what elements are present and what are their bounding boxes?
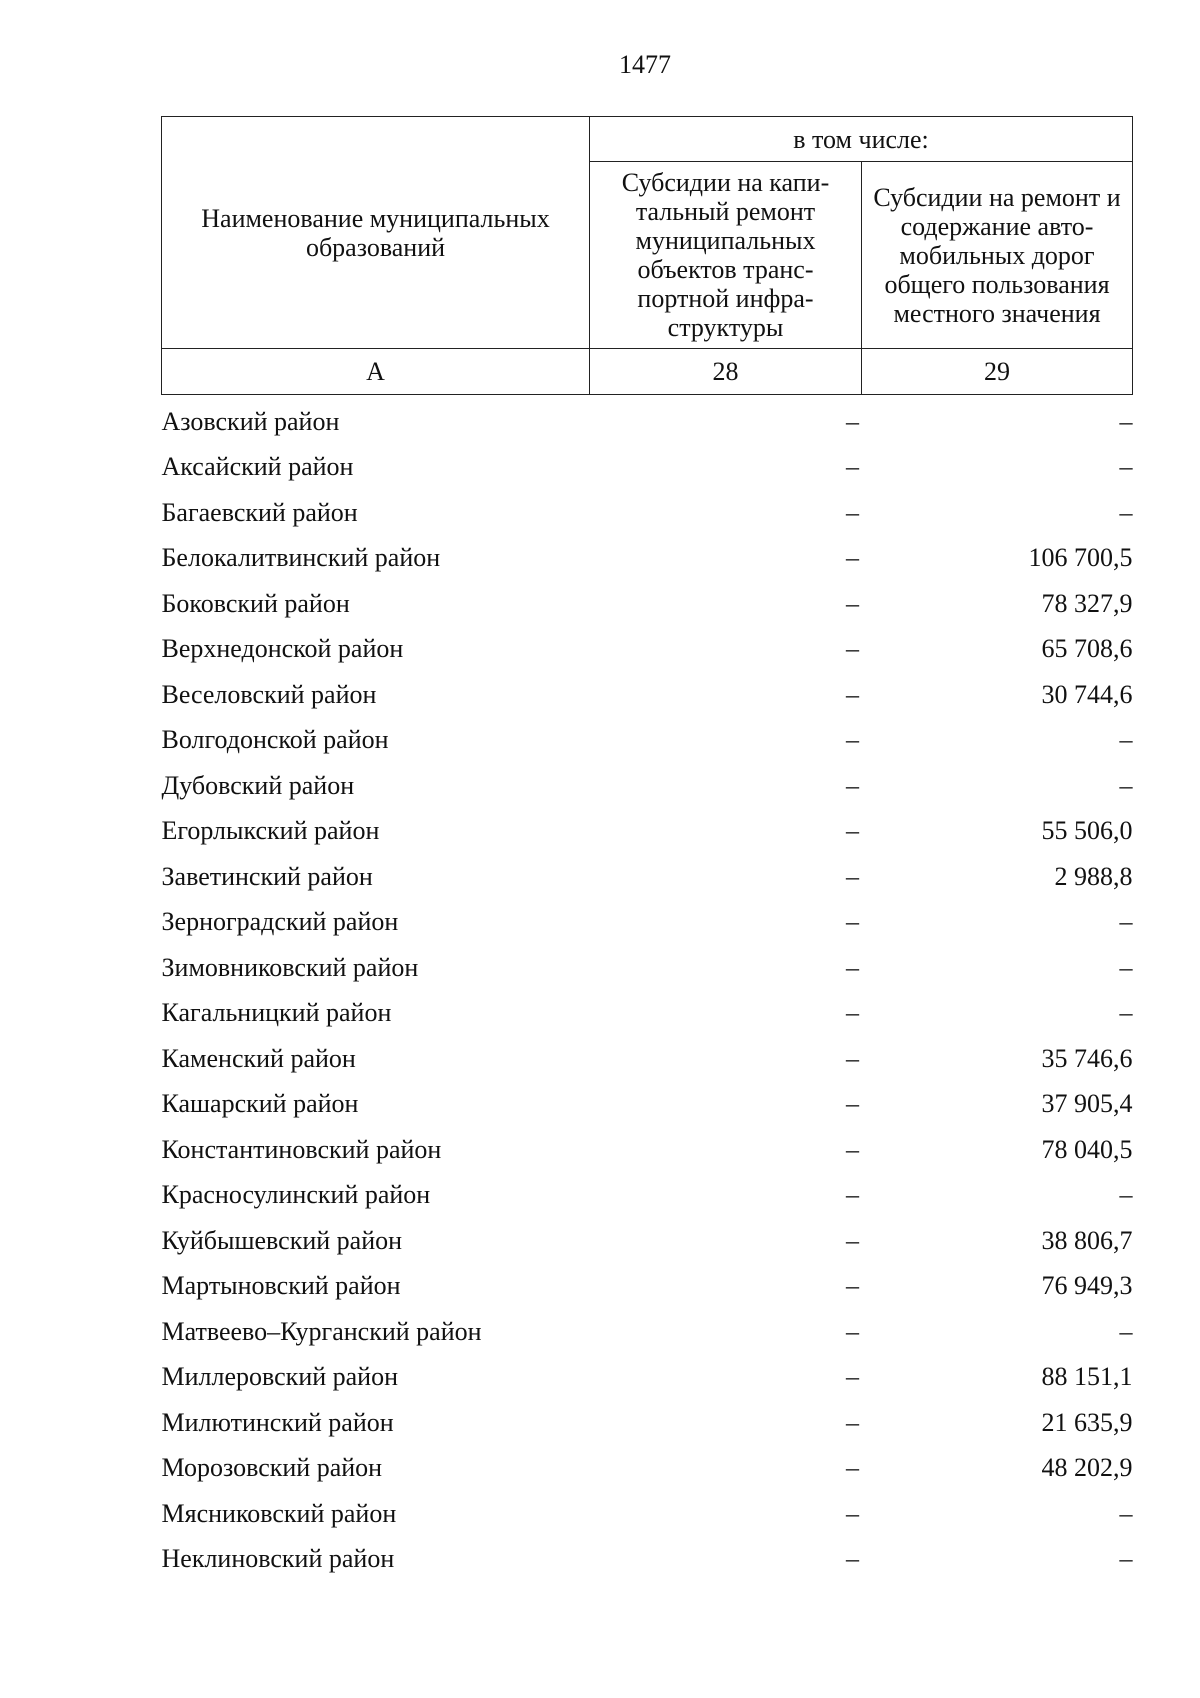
capital-repair-subsidy-value: [590, 627, 862, 673]
capital-repair-subsidy-text: –: [846, 452, 859, 482]
capital-repair-subsidy-value: [590, 1446, 862, 1492]
table-row: [162, 1173, 1133, 1219]
road-maintenance-subsidy-value: –: [1119, 998, 1133, 1028]
capital-repair-subsidy-value: [590, 1355, 862, 1401]
road-maintenance-subsidy-value: –: [1119, 1544, 1133, 1574]
page-number: 1477: [619, 50, 671, 79]
table-row: [162, 718, 1133, 764]
road-maintenance-subsidy-value: –: [1119, 952, 1133, 982]
capital-repair-subsidy-value: [590, 1173, 862, 1219]
header-index-28: 28: [590, 349, 862, 395]
capital-repair-subsidy-text: –: [846, 406, 859, 436]
road-maintenance-subsidy-value: 65 708,6: [1041, 634, 1133, 664]
capital-repair-subsidy-value: [590, 1127, 862, 1173]
capital-repair-subsidy-value: [590, 1036, 862, 1082]
capital-repair-subsidy-text: –: [846, 770, 859, 800]
capital-repair-subsidy-text: –: [846, 816, 859, 846]
capital-repair-subsidy-text: –: [846, 497, 859, 527]
capital-repair-subsidy-value: [590, 1264, 862, 1310]
capital-repair-subsidy-text: –: [846, 725, 859, 755]
subsidies-table: [161, 116, 1133, 1582]
municipality-name: Миллеровский район: [161, 1362, 399, 1392]
capital-repair-subsidy-value: [590, 945, 862, 991]
table-row: [162, 672, 1133, 718]
header-index-29: 29: [862, 349, 1133, 395]
road-maintenance-subsidy-value: 78 040,5: [1041, 1134, 1133, 1164]
table-row: [162, 1355, 1133, 1401]
municipality-name: Белокалитвинский район: [161, 543, 441, 573]
table-row: [162, 1127, 1133, 1173]
capital-repair-subsidy-value: [590, 763, 862, 809]
table-row: [162, 1537, 1133, 1583]
capital-repair-subsidy-text: –: [846, 952, 859, 982]
capital-repair-subsidy-text: –: [846, 1453, 859, 1483]
municipality-name: Азовский район: [161, 406, 340, 436]
municipality-name: Заветинский район: [161, 861, 373, 891]
municipality-name: Боковский район: [161, 588, 350, 618]
table-body: [162, 395, 1133, 1583]
municipality-name: Морозовский район: [161, 1453, 383, 1483]
road-maintenance-subsidy-value: 2 988,8: [1054, 861, 1133, 891]
capital-repair-subsidy-text: –: [846, 1498, 859, 1528]
road-maintenance-subsidy-value: 30 744,6: [1041, 679, 1133, 709]
municipality-name: Константиновский район: [161, 1134, 442, 1164]
municipality-name: Матвеево–Курганский район: [161, 1316, 482, 1346]
capital-repair-subsidy-value: [590, 1400, 862, 1446]
municipality-name: Красносулинский район: [161, 1180, 431, 1210]
capital-repair-subsidy-value: [590, 1309, 862, 1355]
table-row: [162, 763, 1133, 809]
capital-repair-subsidy-text: –: [846, 543, 859, 573]
header-col-29: Субсидии на ремонт и содержание авто-мобильных дорог общего пользования местного значения: [862, 162, 1133, 349]
municipality-name: Багаевский район: [161, 497, 358, 527]
capital-repair-subsidy-text: –: [846, 907, 859, 937]
table-row: [162, 900, 1133, 946]
road-maintenance-subsidy-value: 38 806,7: [1041, 1225, 1133, 1255]
table-row: [162, 581, 1133, 627]
road-maintenance-subsidy-value: 21 635,9: [1041, 1407, 1133, 1437]
table-row: [162, 627, 1133, 673]
capital-repair-subsidy-text: –: [846, 1089, 859, 1119]
table-row: [162, 945, 1133, 991]
table-row: [162, 991, 1133, 1037]
municipality-name: Веселовский район: [161, 679, 377, 709]
capital-repair-subsidy-text: –: [846, 1544, 859, 1574]
municipality-name: Верхнедонской район: [161, 634, 404, 664]
road-maintenance-subsidy-value: –: [1119, 1498, 1133, 1528]
municipality-name: Мартыновский район: [161, 1271, 401, 1301]
capital-repair-subsidy-text: –: [846, 679, 859, 709]
capital-repair-subsidy-value: [590, 1218, 862, 1264]
table-row: [162, 445, 1133, 491]
municipality-name: Куйбышевский район: [161, 1225, 403, 1255]
municipality-name: Зимовниковский район: [161, 952, 419, 982]
capital-repair-subsidy-value: [590, 1491, 862, 1537]
capital-repair-subsidy-text: –: [846, 998, 859, 1028]
capital-repair-subsidy-value: [590, 809, 862, 855]
road-maintenance-subsidy-value: –: [1119, 907, 1133, 937]
capital-repair-subsidy-value: [590, 1537, 862, 1583]
capital-repair-subsidy-text: –: [846, 1225, 859, 1255]
capital-repair-subsidy-text: –: [846, 1316, 859, 1346]
capital-repair-subsidy-value: [590, 445, 862, 491]
table-row: [162, 490, 1133, 536]
capital-repair-subsidy-value: [590, 672, 862, 718]
road-maintenance-subsidy-value: 48 202,9: [1041, 1453, 1133, 1483]
capital-repair-subsidy-text: –: [846, 1180, 859, 1210]
municipality-name: Кагальницкий район: [161, 998, 392, 1028]
capital-repair-subsidy-text: –: [846, 1043, 859, 1073]
capital-repair-subsidy-value: [590, 1082, 862, 1128]
capital-repair-subsidy-text: –: [846, 634, 859, 664]
table-row: [162, 1218, 1133, 1264]
road-maintenance-subsidy-value: 37 905,4: [1041, 1089, 1133, 1119]
table-header: [162, 117, 1133, 395]
capital-repair-subsidy-text: –: [846, 1271, 859, 1301]
capital-repair-subsidy-text: –: [846, 1407, 859, 1437]
road-maintenance-subsidy-value: 78 327,9: [1041, 588, 1133, 618]
table-row: [162, 1309, 1133, 1355]
municipality-name: Егорлыкский район: [161, 816, 380, 846]
municipality-name: Дубовский район: [161, 770, 355, 800]
table-row: [162, 1264, 1133, 1310]
table-row: [162, 1082, 1133, 1128]
municipality-name: Каменский район: [161, 1043, 356, 1073]
road-maintenance-subsidy-value: 55 506,0: [1041, 816, 1133, 846]
table-row: [162, 395, 1133, 445]
header-group-including: в том числе:: [590, 117, 1133, 162]
capital-repair-subsidy-value: [590, 854, 862, 900]
road-maintenance-subsidy-value: –: [1119, 497, 1133, 527]
municipality-name: Мясниковский район: [161, 1498, 397, 1528]
capital-repair-subsidy-value: [590, 991, 862, 1037]
road-maintenance-subsidy-value: 35 746,6: [1041, 1043, 1133, 1073]
municipality-name: Зерноградский район: [161, 907, 399, 937]
capital-repair-subsidy-value: [590, 900, 862, 946]
table-row: [162, 854, 1133, 900]
table-row: [162, 1400, 1133, 1446]
table-row: [162, 809, 1133, 855]
table-row: [162, 1446, 1133, 1492]
capital-repair-subsidy-value: [590, 536, 862, 582]
road-maintenance-subsidy-value: 88 151,1: [1041, 1362, 1133, 1392]
municipality-name: Кашарский район: [161, 1089, 359, 1119]
road-maintenance-subsidy-value: –: [1119, 770, 1133, 800]
road-maintenance-subsidy-value: –: [1119, 1180, 1133, 1210]
capital-repair-subsidy-value: [590, 718, 862, 764]
municipality-name: Неклиновский район: [161, 1544, 395, 1574]
municipality-name: Волгодонской район: [161, 725, 389, 755]
road-maintenance-subsidy-value: –: [1119, 452, 1133, 482]
road-maintenance-subsidy-value: –: [1119, 725, 1133, 755]
table-row: [162, 536, 1133, 582]
road-maintenance-subsidy-value: 76 949,3: [1041, 1271, 1133, 1301]
capital-repair-subsidy-text: –: [846, 1362, 859, 1392]
municipality-name: Милютинский район: [161, 1407, 394, 1437]
road-maintenance-subsidy-value: 106 700,5: [1028, 543, 1133, 573]
header-col-28: Субсидии на капи-тальный ремонт муниципальных объектов транс-портной инфра-структуры: [590, 162, 862, 349]
capital-repair-subsidy-value: [590, 395, 862, 445]
capital-repair-subsidy-value: [590, 490, 862, 536]
municipality-name: Аксайский район: [161, 452, 354, 482]
capital-repair-subsidy-text: –: [846, 861, 859, 891]
capital-repair-subsidy-text: –: [846, 1134, 859, 1164]
road-maintenance-subsidy-value: –: [1119, 406, 1133, 436]
capital-repair-subsidy-text: –: [846, 588, 859, 618]
capital-repair-subsidy-value: [590, 581, 862, 627]
table-row: [162, 1491, 1133, 1537]
header-municipality-name: Наименование муниципальных образований: [162, 117, 590, 349]
header-index-name: А: [162, 349, 590, 395]
road-maintenance-subsidy-value: –: [1119, 1316, 1133, 1346]
table-row: [162, 1036, 1133, 1082]
